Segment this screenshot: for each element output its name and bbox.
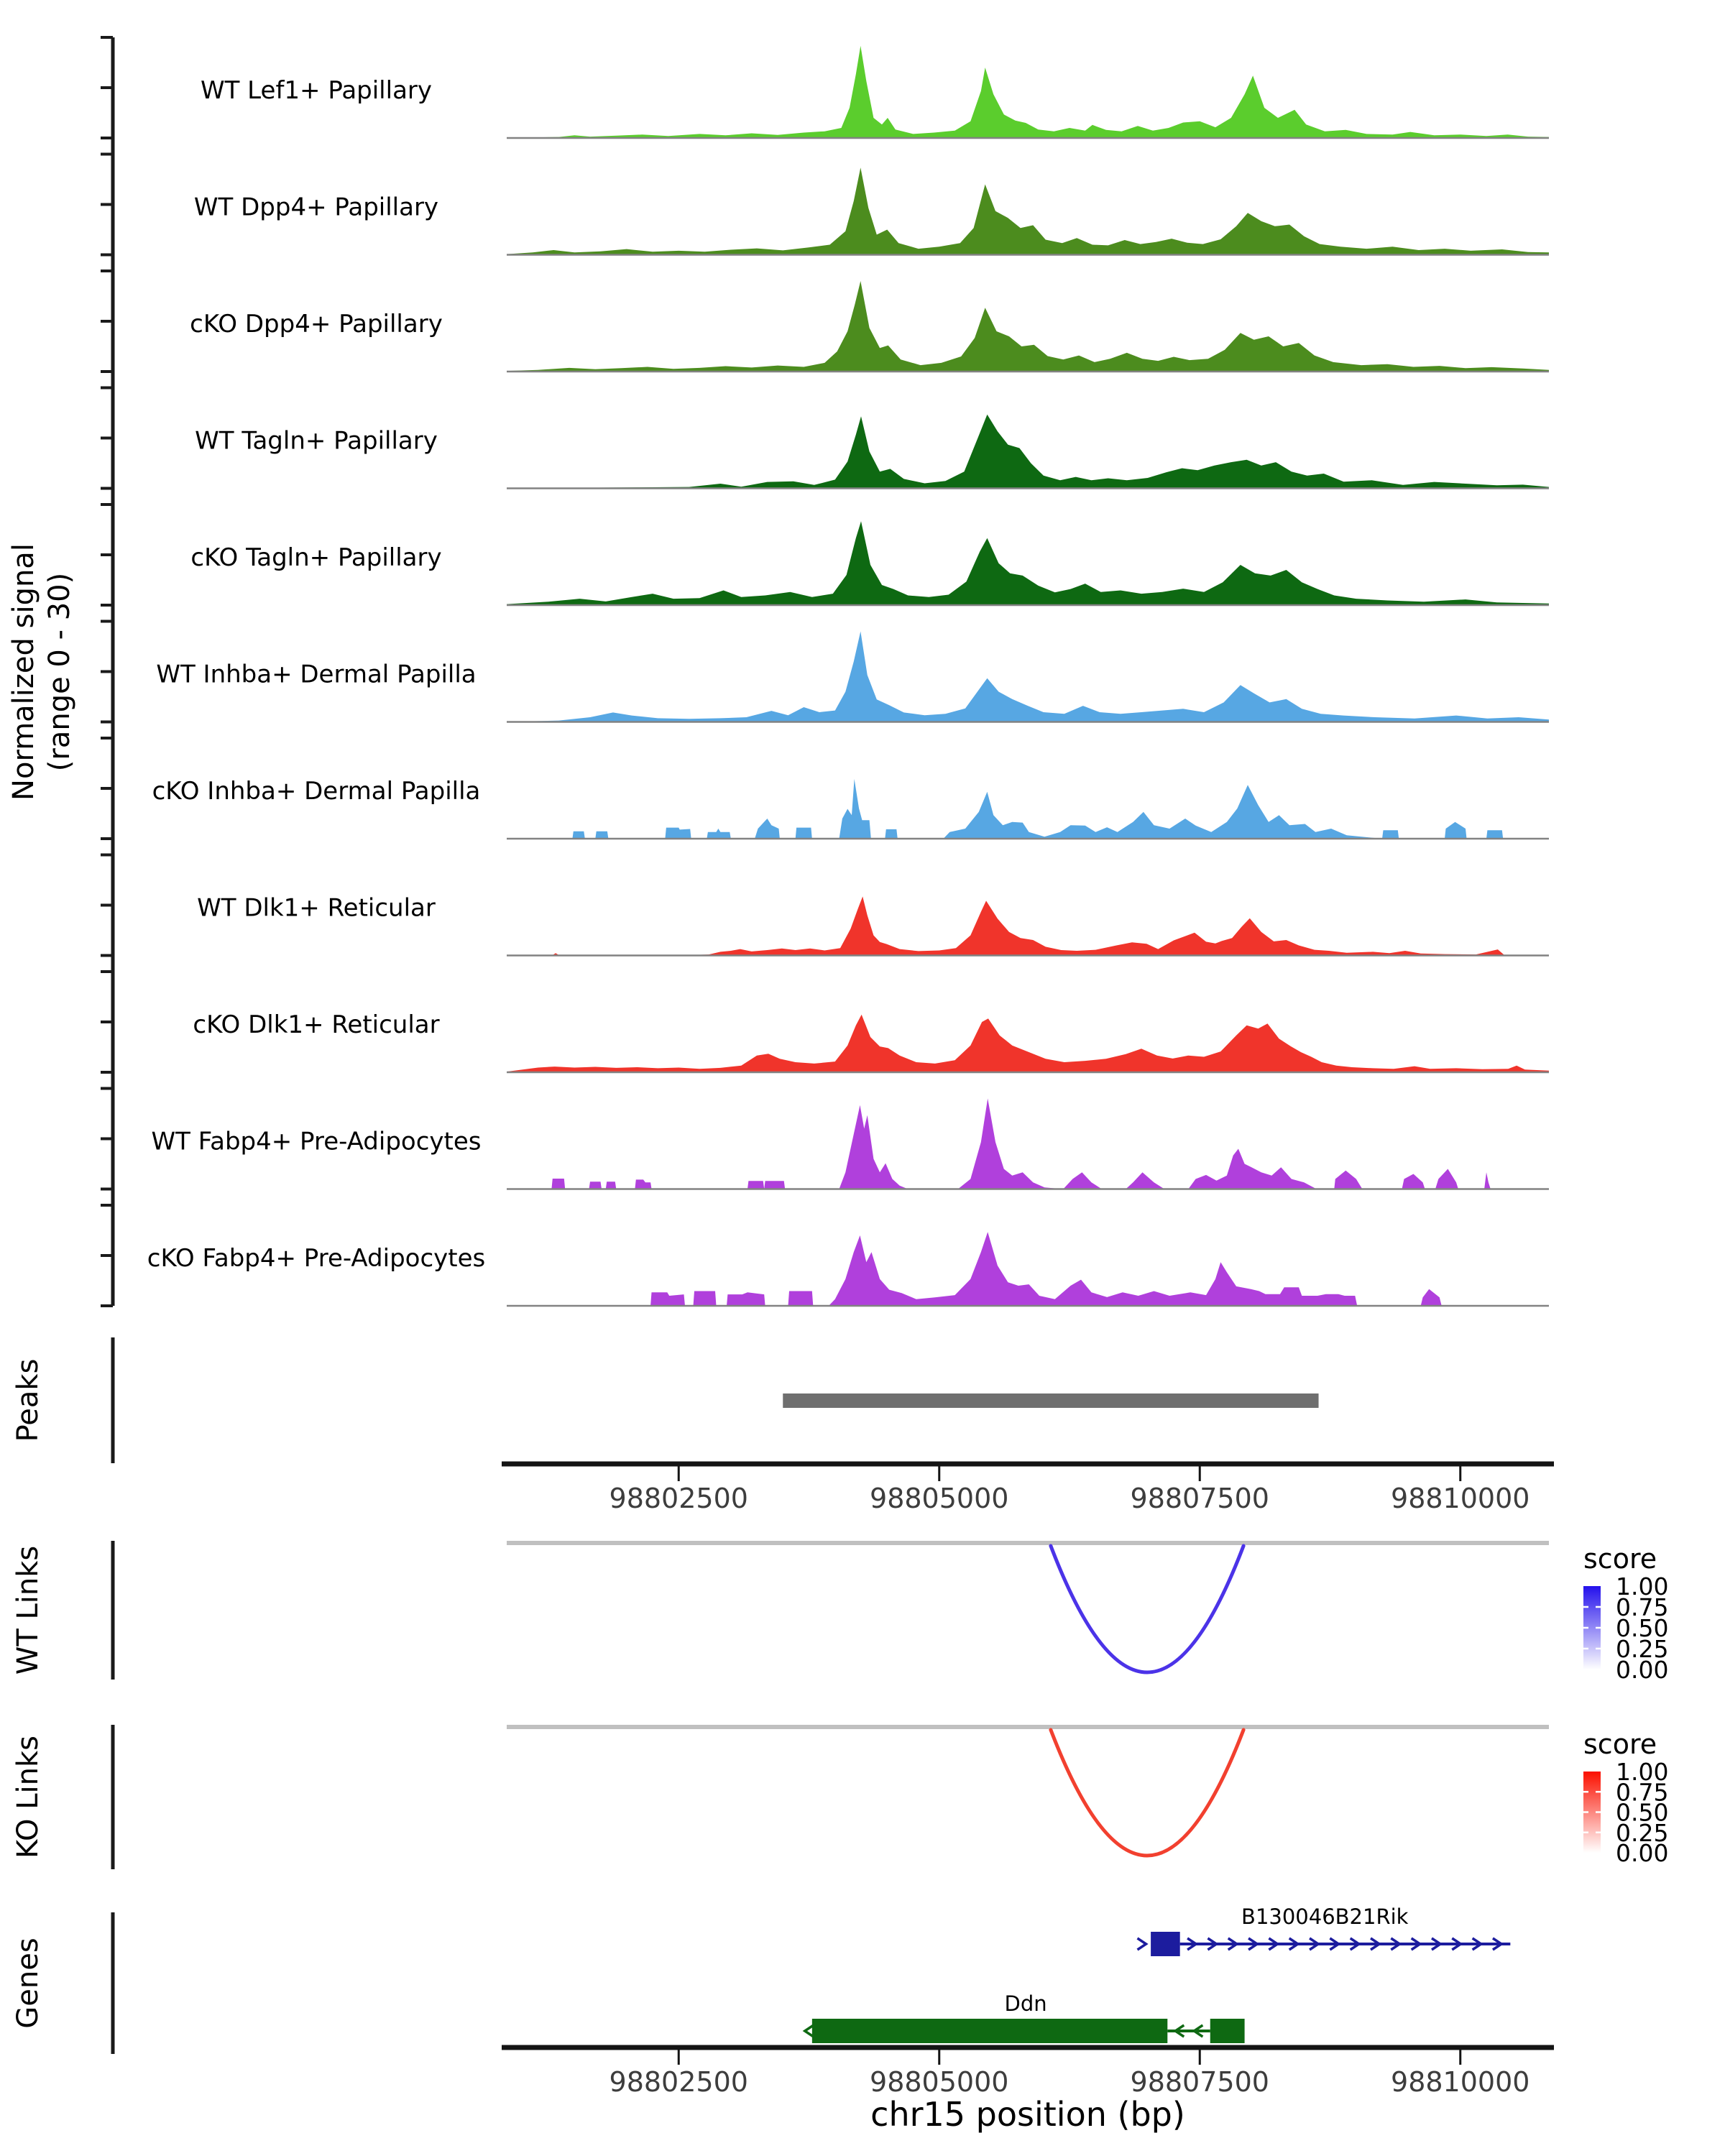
coverage-track-wt-dpp4-papillary: [194, 167, 1549, 254]
gene-label-ddn: Ddn: [1004, 1991, 1047, 2016]
ko-links-panel: [12, 1725, 1549, 1869]
y-axis-label-line1: Normalized signal: [7, 543, 40, 801]
gene-strand-chevron-icon: [1138, 1938, 1146, 1950]
genome-axis-tick-label: 98810000: [1391, 2066, 1530, 2098]
ko-links-legend-title: score: [1583, 1728, 1657, 1760]
signal-area-wt-dlk1-reticular: [507, 896, 1549, 955]
signal-area-wt-tagln-papillary: [507, 415, 1549, 489]
signal-y-axis: [7, 37, 113, 1306]
signal-area-cko-dlk1-reticular: [507, 1015, 1549, 1072]
ko-links-panel-label: KO Links: [12, 1736, 45, 1858]
gene-b130046b21rik: [1138, 1904, 1511, 1956]
ko-links-legend-tick-label: 1.00: [1616, 1758, 1669, 1786]
wt-links-legend-tick-label: 1.00: [1616, 1572, 1669, 1600]
gene-label-b130046b21rik: B130046B21Rik: [1241, 1904, 1409, 1929]
genome-axis-tick-label: 98802500: [609, 2066, 748, 2098]
y-axis-label-line2: (range 0 - 30): [43, 572, 76, 772]
track-label-wt-dlk1-reticular: WT Dlk1+ Reticular: [197, 893, 436, 923]
ko-links-score-legend: [1583, 1728, 1668, 1867]
wt-links-legend-tick-label: 0.00: [1616, 1656, 1669, 1684]
genes-panel-label: Genes: [12, 1938, 45, 2029]
ko-links-legend-tick-label: 0.50: [1616, 1798, 1669, 1827]
signal-area-wt-fabp4-pre-adipocytes: [507, 1099, 1549, 1189]
genome-axis-tick-label: 98807500: [1130, 2066, 1269, 2098]
track-label-wt-lef1-papillary: WT Lef1+ Papillary: [200, 76, 433, 105]
genome-axis-tick-label: 98810000: [1391, 1483, 1530, 1514]
track-label-cko-fabp4-pre-adipocytes: cKO Fabp4+ Pre-Adipocytes: [147, 1244, 486, 1273]
wt-links-panel-label: WT Links: [12, 1545, 45, 1675]
coverage-track-cko-tagln-papillary: [190, 521, 1549, 605]
signal-area-wt-lef1-papillary: [507, 46, 1549, 138]
gene-exon-box: [1151, 1932, 1180, 1956]
genome-axis-tick-label: 98807500: [1130, 1483, 1269, 1514]
gene-ddn: [805, 1991, 1245, 2043]
ko-links-legend-tick-label: 0.25: [1616, 1818, 1669, 1847]
coverage-track-wt-fabp4-pre-adipocytes: [152, 1099, 1549, 1189]
wt-links-panel: [12, 1541, 1549, 1680]
coverage-track-wt-dlk1-reticular: [197, 894, 1549, 956]
ko-links-arc: [1051, 1730, 1243, 1856]
track-label-cko-inhba-dermal-papilla: cKO Inhba+ Dermal Papilla: [152, 777, 481, 806]
track-label-cko-dlk1-reticular: cKO Dlk1+ Reticular: [193, 1010, 440, 1039]
coverage-track-cko-inhba-dermal-papilla: [152, 777, 1549, 839]
genome-axis-tick-label: 98805000: [870, 2066, 1009, 2098]
signal-area-cko-dpp4-papillary: [507, 281, 1549, 372]
genome-axis-tick-label: 98805000: [870, 1483, 1009, 1514]
wt-links-score-legend: [1583, 1543, 1668, 1684]
genes-panel: [12, 1912, 113, 2054]
signal-area-wt-inhba-dermal-papilla: [507, 632, 1549, 722]
wt-links-legend-tick-label: 0.50: [1616, 1614, 1669, 1642]
track-label-wt-inhba-dermal-papilla: WT Inhba+ Dermal Papilla: [156, 660, 477, 689]
wt-links-legend-tick-label: 0.25: [1616, 1635, 1669, 1663]
track-label-cko-tagln-papillary: cKO Tagln+ Papillary: [190, 543, 442, 572]
signal-area-cko-inhba-dermal-papilla: [507, 779, 1549, 839]
signal-area-cko-fabp4-pre-adipocytes: [507, 1232, 1549, 1306]
coverage-track-cko-fabp4-pre-adipocytes: [147, 1232, 1549, 1306]
genome-axis-tick-label: 98802500: [609, 1483, 748, 1514]
signal-area-cko-tagln-papillary: [507, 521, 1549, 605]
coverage-track-cko-dlk1-reticular: [193, 1010, 1549, 1072]
peaks-panel-label: Peaks: [12, 1358, 45, 1442]
wt-links-legend-title: score: [1583, 1543, 1657, 1575]
gene-exon-box: [1210, 2019, 1245, 2043]
peaks-panel: [12, 1337, 1319, 1463]
coverage-track-cko-dpp4-papillary: [190, 281, 1549, 372]
ko-links-legend-tick-label: 0.75: [1616, 1778, 1669, 1807]
ko-links-legend-tick-label: 0.00: [1616, 1839, 1669, 1867]
track-label-cko-dpp4-papillary: cKO Dpp4+ Papillary: [190, 310, 443, 338]
track-label-wt-dpp4-papillary: WT Dpp4+ Papillary: [193, 193, 439, 222]
signal-area-wt-dpp4-papillary: [507, 167, 1549, 254]
track-label-wt-tagln-papillary: WT Tagln+ Papillary: [195, 426, 438, 456]
x-axis-title: chr15 position (bp): [870, 2095, 1185, 2134]
track-label-wt-fabp4-pre-adipocytes: WT Fabp4+ Pre-Adipocytes: [151, 1127, 482, 1156]
genome-axis-lower: [502, 2047, 1554, 2134]
gene-exon-box: [812, 2019, 1167, 2043]
coverage-track-wt-inhba-dermal-papilla: [156, 632, 1549, 722]
wt-links-legend-tick-label: 0.75: [1616, 1593, 1669, 1621]
coverage-track-wt-tagln-papillary: [195, 415, 1549, 489]
genome-axis-upper: [502, 1464, 1554, 1514]
wt-links-arc: [1051, 1546, 1243, 1672]
coverage-track-wt-lef1-papillary: [201, 46, 1549, 138]
peak-region-bar: [783, 1393, 1318, 1408]
